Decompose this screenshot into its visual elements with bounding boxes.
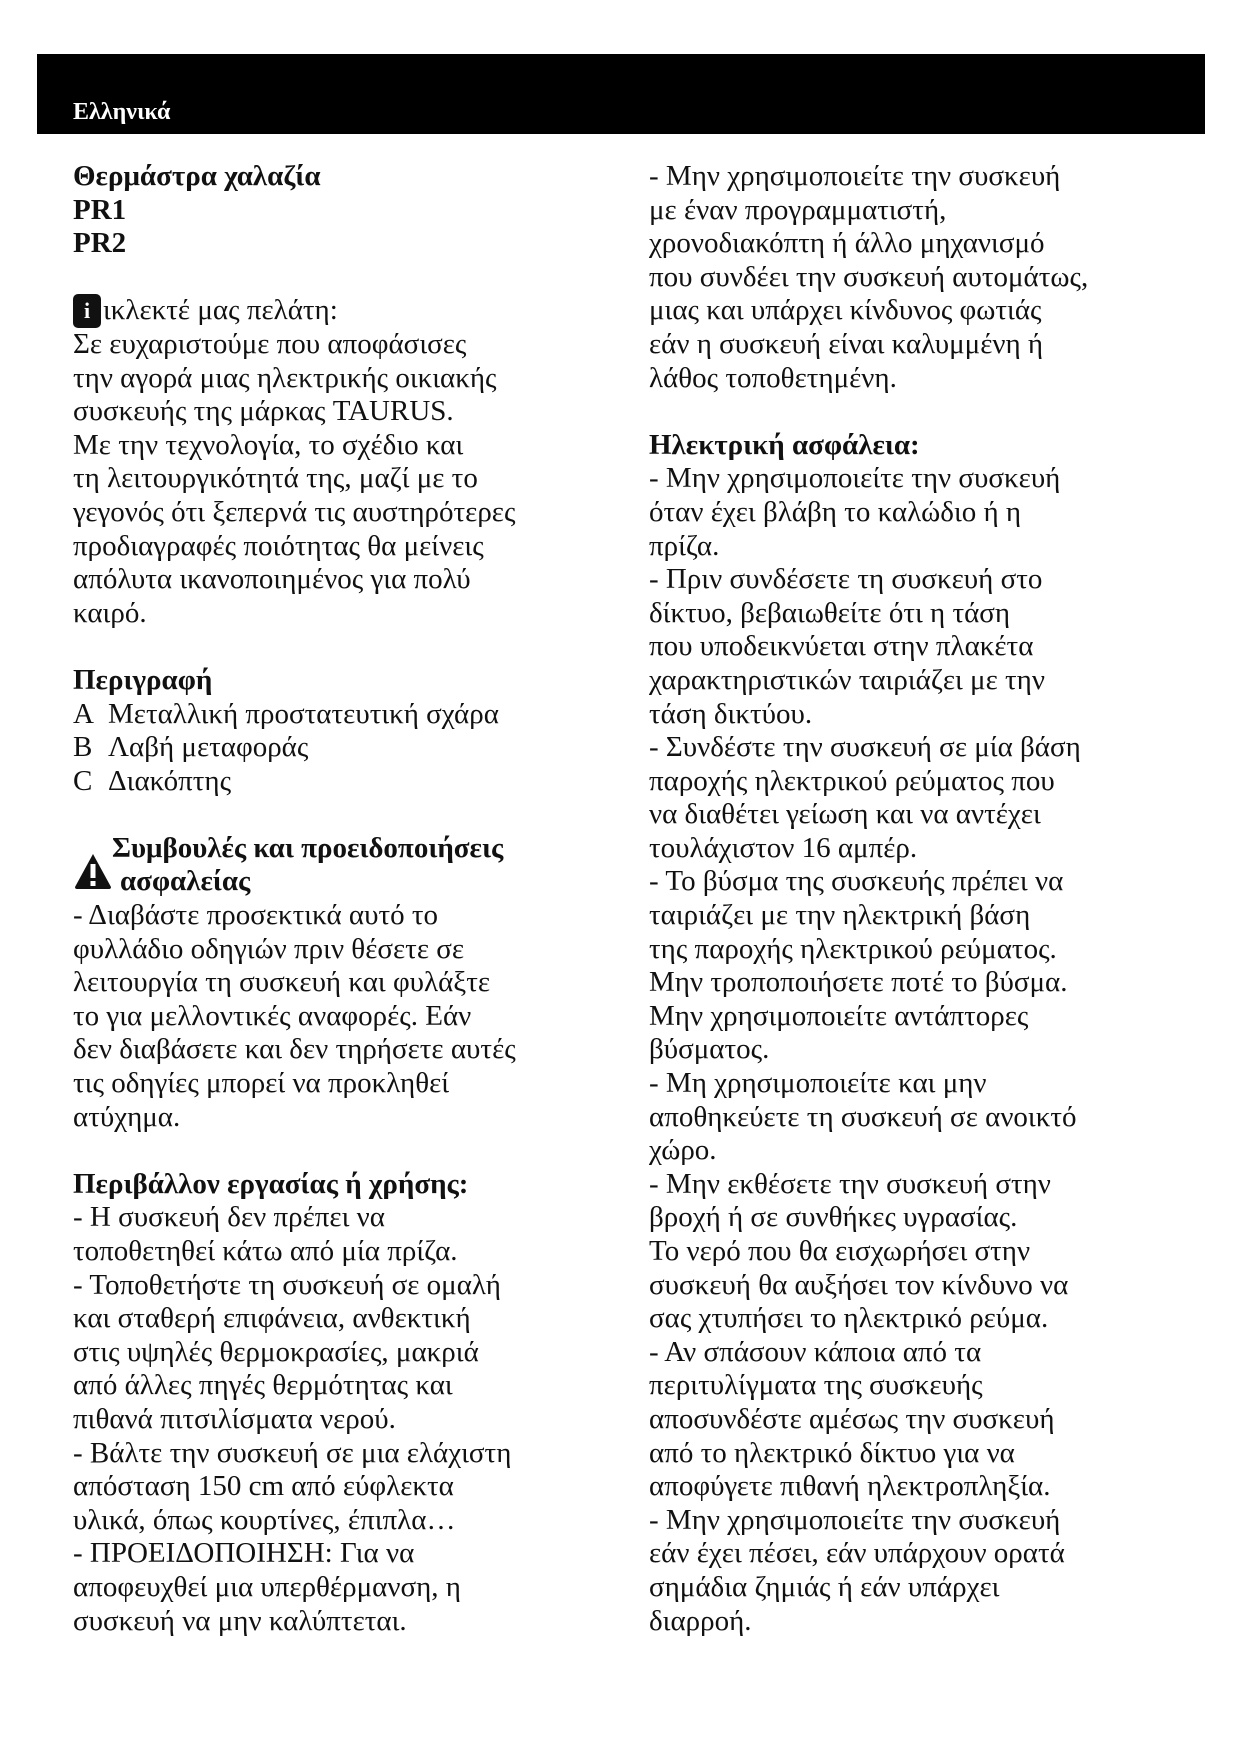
- timer-line: χρονοδιακόπτη ή άλλο μηχανισμό: [649, 227, 1045, 260]
- info-icon: i: [73, 294, 101, 328]
- intro-line: την αγορά μιας ηλεκτρικής οικιακής: [73, 361, 497, 394]
- electrical-line: αποσυνδέστε αμέσως την συσκευή: [649, 1402, 1055, 1435]
- environment-line: - Η συσκευή δεν πρέπει να: [73, 1201, 385, 1234]
- electrical-line: Μην τροποποιήσετε ποτέ το βύσμα.: [649, 966, 1068, 999]
- electrical-line: παροχής ηλεκτρικού ρεύματος που: [649, 764, 1055, 797]
- electrical-line: - Μην εκθέσετε την συσκευή στην: [649, 1167, 1051, 1200]
- timer-line: μιας και υπάρχει κίνδυνος φωτιάς: [649, 294, 1042, 327]
- electrical-line: συσκευή θα αυξήσει τον κίνδυνο να: [649, 1268, 1069, 1301]
- environment-line: απόσταση 150 cm από εύφλεκτα: [73, 1470, 454, 1503]
- safety-line: δεν διαβάσετε και δεν τηρήσετε αυτές: [73, 1033, 516, 1066]
- description-item: [73, 731, 613, 765]
- electrical-line: Μην χρησιμοποιείτε αντάπτορες: [649, 999, 1029, 1032]
- intro-line: τη λειτουργικότητά της, μαζί με το: [73, 462, 478, 495]
- description-letter: C: [73, 764, 93, 797]
- electrical-line: - Πριν συνδέσετε τη συσκευή στο: [649, 563, 1043, 596]
- electrical-line: ταιριάζει με την ηλεκτρική βάση: [649, 899, 1031, 932]
- electrical-line: χώρο.: [649, 1134, 717, 1167]
- electrical-line: αποθηκεύετε τη συσκευή σε ανοικτό: [649, 1100, 1077, 1133]
- environment-line: - Τοποθετήστε τη συσκευή σε ομαλή: [73, 1268, 501, 1301]
- left-column: [73, 160, 613, 1638]
- product-title: Θερμάστρα χαλαζία: [73, 160, 321, 192]
- language-label: Ελληνικά: [73, 99, 171, 125]
- intro-line: Σε ευχαριστούμε που αποφάσισες: [73, 327, 467, 360]
- right-column: [649, 160, 1189, 1638]
- safety-line: - Διαβάστε προσεκτικά αυτό το: [73, 899, 439, 932]
- environment-line: στις υψηλές θερμοκρασίες, μακριά: [73, 1335, 479, 1368]
- model-name: PR2: [73, 227, 127, 260]
- warning-icon: [73, 852, 113, 890]
- electrical-line: περιτυλίγματα της συσκευής: [649, 1369, 983, 1402]
- timer-line: με έναν προγραμματιστή,: [649, 193, 947, 226]
- safety-section: [73, 832, 613, 899]
- safety-line: το για μελλοντικές αναφορές. Εάν: [73, 999, 472, 1032]
- electrical-line: να διαθέτει γείωση και να αντέχει: [649, 798, 1041, 831]
- electrical-line: χαρακτηριστικών ταιριάζει με την: [649, 663, 1045, 696]
- environment-line: τοποθετηθεί κάτω από μία πρίζα.: [73, 1235, 458, 1267]
- intro-line: καιρό.: [73, 596, 147, 629]
- intro-line: Με την τεχνολογία, το σχέδιο και: [73, 428, 464, 461]
- environment-heading: Περιβάλλον εργασίας ή χρήσης:: [73, 1167, 469, 1200]
- intro-line: συσκευής της μάρκας TAURUS.: [73, 395, 454, 428]
- electrical-line: - Μην χρησιμοποιείτε την συσκευή: [649, 462, 1061, 495]
- safety-line: λειτουργία τη συσκευή και φυλάξτε: [73, 966, 491, 999]
- intro-line: προδιαγραφές ποιότητας θα μείνεις: [73, 529, 484, 562]
- electrical-line: δίκτυο, βεβαιωθείτε ότι η τάση: [649, 596, 1011, 629]
- electrical-line: αποφύγετε πιθανή ηλεκτροπληξία.: [649, 1470, 1051, 1503]
- safety-line: τις οδηγίες μπορεί να προκληθεί: [73, 1067, 450, 1100]
- electrical-line: Το νερό που θα εισχωρήσει στην: [649, 1235, 1031, 1267]
- environment-line: - ΠΡΟΕΙΔΟΠΟΙΗΣΗ: Για να: [73, 1537, 415, 1570]
- electrical-line: - Αν σπάσουν κάποια από τα: [649, 1335, 982, 1368]
- environment-line: - Βάλτε την συσκευή σε μια ελάχιστη: [73, 1436, 512, 1469]
- intro-line: γεγονός ότι ξεπερνά τις αυστηρότερες: [73, 495, 516, 528]
- electrical-line: όταν έχει βλάβη το καλώδιο ή η: [649, 495, 1022, 528]
- description-letter: B: [73, 731, 93, 764]
- timer-line: λάθος τοποθετημένη.: [649, 361, 897, 394]
- environment-line: από άλλες πηγές θερμότητας και: [73, 1369, 453, 1402]
- description-text: Λαβή μεταφοράς: [108, 731, 309, 764]
- safety-heading: Συμβουλές και προειδοποιήσεις: [112, 831, 504, 864]
- electrical-line: εάν έχει πέσει, εάν υπάρχουν ορατά: [649, 1537, 1065, 1570]
- description-item: [73, 765, 613, 799]
- description-heading: Περιγραφή: [73, 663, 213, 696]
- electrical-line: τάση δικτύου.: [649, 697, 813, 730]
- timer-line: - Μην χρησιμοποιείτε την συσκευή: [649, 160, 1061, 192]
- environment-line: πιθανά πιτσιλίσματα νερού.: [73, 1402, 396, 1435]
- environment-line: αποφευχθεί μια υπερθέρμανση, η: [73, 1570, 461, 1603]
- electrical-line: σας χτυπήσει το ηλεκτρικό ρεύμα.: [649, 1302, 1049, 1335]
- model-name: PR1: [73, 193, 127, 226]
- intro-paragraph: [73, 294, 613, 630]
- safety-line: φυλλάδιο οδηγιών πριν θέσετε σε: [73, 932, 465, 965]
- description-text: Μεταλλική προστατευτική σχάρα: [108, 697, 499, 730]
- electrical-line: τουλάχιστον 16 αμπέρ.: [649, 831, 918, 864]
- description-letter: A: [73, 697, 94, 730]
- timer-line: που συνδέει την συσκευή αυτομάτως,: [649, 260, 1089, 293]
- environment-line: συσκευή να μην καλύπτεται.: [73, 1604, 407, 1637]
- electrical-line: σημάδια ζημιάς ή εάν υπάρχει: [649, 1570, 1000, 1603]
- electrical-line: από το ηλεκτρικό δίκτυο για να: [649, 1436, 1015, 1469]
- electrical-line: που υποδεικνύεται στην πλακέτα: [649, 630, 1034, 663]
- electrical-line: βροχή ή σε συνθήκες υγρασίας.: [649, 1201, 1018, 1234]
- electrical-line: - Συνδέστε την συσκευή σε μία βάση: [649, 731, 1081, 764]
- safety-heading: ασφαλείας: [120, 865, 251, 898]
- electrical-line: της παροχής ηλεκτρικού ρεύματος.: [649, 932, 1057, 965]
- intro-line: ικλεκτέ μας πελάτη:: [103, 294, 338, 327]
- electrical-line: - Μη χρησιμοποιείτε και μην: [649, 1067, 987, 1100]
- electrical-line: βύσματος.: [649, 1033, 770, 1066]
- description-item: [73, 698, 613, 732]
- electrical-safety-heading: Ηλεκτρική ασφάλεια:: [649, 428, 920, 461]
- electrical-line: - Το βύσμα της συσκευής πρέπει να: [649, 865, 1064, 898]
- language-header-bar: [37, 54, 1205, 134]
- description-text: Διακόπτης: [108, 764, 232, 797]
- environment-line: υλικά, όπως κουρτίνες, έπιπλα…: [73, 1503, 456, 1536]
- environment-line: και σταθερή επιφάνεια, ανθεκτική: [73, 1302, 471, 1335]
- electrical-line: διαρροή.: [649, 1604, 752, 1637]
- safety-line: ατύχημα.: [73, 1100, 181, 1133]
- electrical-line: πρίζα.: [649, 529, 720, 562]
- intro-line: απόλυτα ικανοποιημένος για πολύ: [73, 563, 471, 596]
- timer-line: εάν η συσκευή είναι καλυμμένη ή: [649, 327, 1044, 360]
- electrical-line: - Μην χρησιμοποιείτε την συσκευή: [649, 1503, 1061, 1536]
